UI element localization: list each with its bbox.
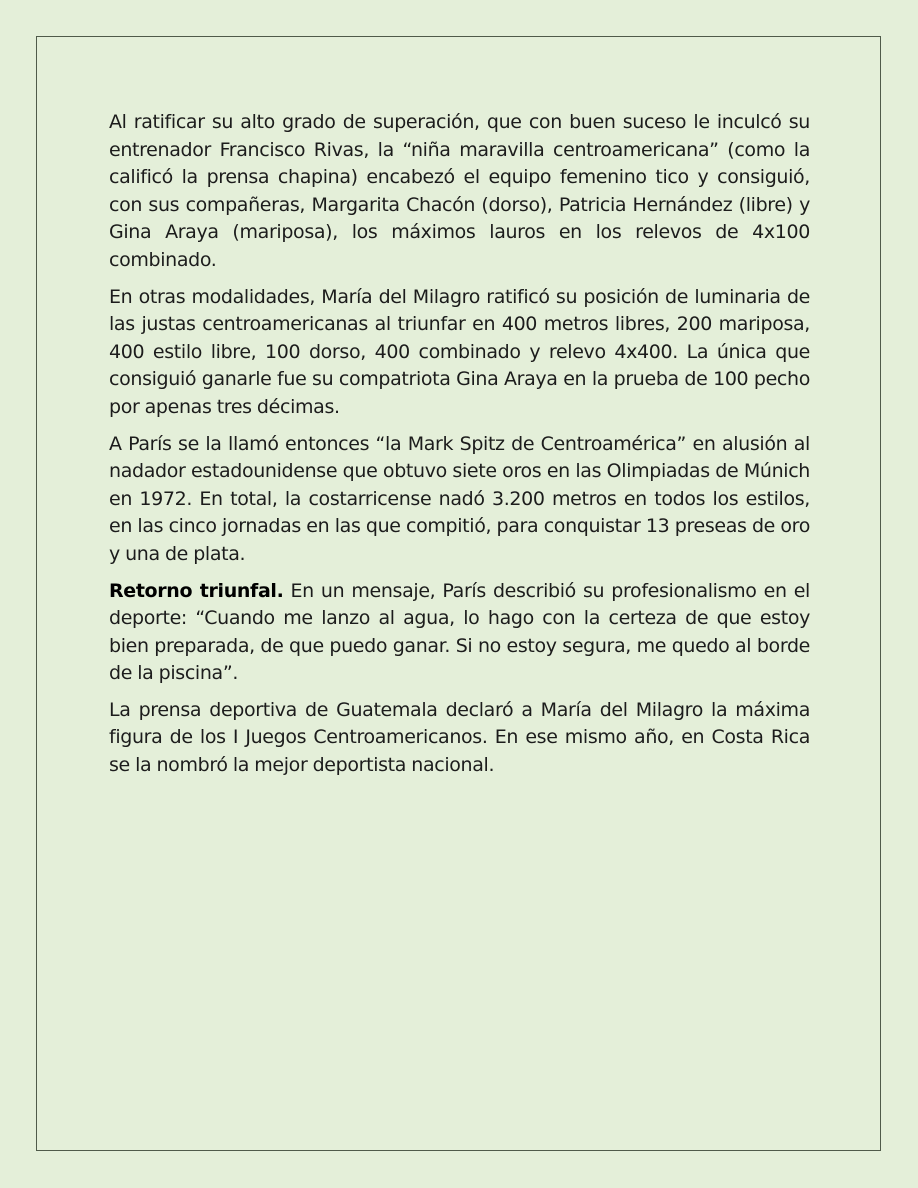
paragraph-other-events: En otras modalidades, María del Milagro ratificó su posición de luminaria de las justas centroamericanas al triunfar en 400 metros libres, 200 mariposa, 400 estilo libre, 100 dorso, 400 combinado y relevo 4x400. La única que consiguió ganarle fue su compatriota Gina Araya en la prueba de 100 pecho por apenas tres décimas. [109,285,810,418]
paragraph-retorno-text: En un mensaje, París describió su profesionalismo en el deporte: “Cuando me lanzo al agua, lo hago con la certeza de que estoy bien preparada, de que puedo ganar. Si no estoy segura, me quedo al borde de la piscina”. [109,579,810,685]
article-body [109,109,810,789]
paragraph-retorno-triunfal [109,578,810,688]
paragraph-relay-victory: Al ratificar su alto grado de superación, que con buen suceso le inculcó su entrenador Francisco Rivas, la “niña maravilla centroamericana” (como la calificó la prensa chapina) encabezó el equipo femenino tico y consiguió, con sus compañeras, Margarita Chacón (dorso), Patricia Hernández (libre) y Gina Araya (mariposa), los máximos lauros en los relevos de 4x100 combinado. [109,111,810,271]
paragraph-guatemala-press: La prensa deportiva de Guatemala declaró a María del Milagro la máxima figura de los I Juegos Centroamericanos. En ese mismo año, en Costa Rica se la nombró la mejor deportista nacional. [109,698,810,777]
paragraph-mark-spitz: A París se la llamó entonces “la Mark Spitz de Centroamérica” en alusión al nadador estadounidense que obtuvo siete oros en las Olimpiadas de Múnich en 1972. En total, la costarricense nadó 3.200 metros en todos los estilos, en las cinco jornadas en las que compitió, para conquistar 13 preseas de oro y una de plata. [109,432,810,565]
section-lead-in: Retorno triunfal. [109,579,284,602]
